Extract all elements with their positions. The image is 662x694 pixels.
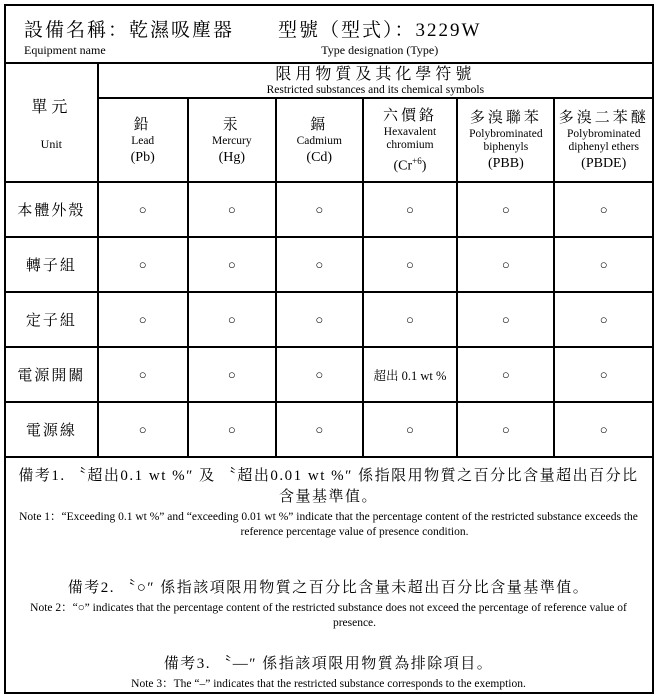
note-2-zh: 備考2. 〝○″ 係指該項限用物質之百分比含量未超出百分比含量基準值。 <box>67 580 590 596</box>
table-row-power-cord <box>5 402 653 457</box>
substance-zh: 多溴聯苯 <box>469 110 542 126</box>
substance-value-cell: ○ <box>554 402 653 457</box>
substance-zh: 多溴二苯醚 <box>558 110 649 126</box>
unit-label: 電源線 <box>5 402 98 457</box>
equipment-name-en: Equipment name <box>24 42 106 57</box>
substance-value-cell: ○ <box>188 237 276 292</box>
substance-value-cell: ○ <box>98 347 188 402</box>
equipment-name-zh: 設備名稱：乾濕吸塵器 <box>24 19 235 41</box>
substance-en: Hexavalent chromium <box>383 125 437 151</box>
table-row-body-shell <box>5 182 653 237</box>
substance-value-cell: ○ <box>554 237 653 292</box>
unit-label: 本體外殼 <box>5 182 98 237</box>
rohs-declaration-sheet <box>4 4 654 690</box>
unit-label: 電源開關 <box>5 347 98 402</box>
substance-value-cell: ○ <box>457 347 554 402</box>
note-2-en: Note 2：“○” indicates that the percentage content of the restricted substance does not exceed the percentage of reference value of presence. <box>30 602 627 629</box>
unit-header-cell <box>5 63 98 182</box>
title-cell <box>5 5 653 63</box>
substance-header-pbb <box>457 98 554 182</box>
note-2 <box>11 578 646 631</box>
substance-value-cell: ○ <box>188 182 276 237</box>
substance-header-cadmium <box>276 98 363 182</box>
type-designation-zh: 型號（型式）：3229W <box>278 19 482 41</box>
table-row-power-switch <box>5 347 653 402</box>
table-row-rotor-set <box>5 237 653 292</box>
type-designation-block <box>278 19 481 57</box>
substance-value-cell: ○ <box>457 402 554 457</box>
substance-value-cell: ○ <box>98 402 188 457</box>
substance-value-exceed-cell: 超出 0.1 wt % <box>363 347 458 402</box>
header-row-restricted <box>5 63 653 98</box>
substance-header-hexavalent-chromium <box>363 98 458 182</box>
substance-value-cell: ○ <box>98 237 188 292</box>
substance-en: Cadmium <box>296 134 342 147</box>
symbol-pre: (Cr <box>393 158 413 174</box>
unit-header-en: Unit <box>40 136 62 151</box>
note-3-en: Note 3：The “–” indicates that the restricted substance corresponds to the exemption. <box>131 678 526 690</box>
header-row-substances <box>5 98 653 182</box>
substance-value-cell: ○ <box>188 292 276 347</box>
restricted-substances-en: Restricted substances and its chemical symbols <box>266 83 485 96</box>
substance-value-cell: ○ <box>554 347 653 402</box>
substance-zh: 汞 <box>222 116 241 133</box>
note-1-zh: 備考1. 〝超出0.1 wt %″ 及 〝超出0.01 wt %″ 係指限用物質之百分比含量超出百分比含量基準值。 <box>18 468 639 505</box>
substance-value-cell: ○ <box>363 402 458 457</box>
substance-zh: 六價鉻 <box>382 107 437 124</box>
substance-symbol: (Cd) <box>306 149 333 165</box>
substance-header-mercury <box>188 98 276 182</box>
substance-symbol: (PBDE) <box>581 156 627 171</box>
substance-en: Polybrominated diphenyl ethers <box>566 128 641 153</box>
substance-value-cell: ○ <box>276 182 363 237</box>
substance-value-cell: ○ <box>363 292 458 347</box>
substance-value-cell: ○ <box>457 182 554 237</box>
notes-cell <box>5 457 653 693</box>
substance-en: Polybrominated biphenyls <box>469 128 543 153</box>
substance-value-cell: ○ <box>98 182 188 237</box>
substance-en: Lead <box>131 134 155 147</box>
substance-value-cell: ○ <box>554 292 653 347</box>
substance-symbol: (Pb) <box>130 149 155 165</box>
note-3-zh: 備考3. 〝—″ 係指該項限用物質為排除項目。 <box>163 656 494 672</box>
unit-label: 轉子組 <box>5 237 98 292</box>
type-designation-en: Type designation (Type) <box>321 42 439 57</box>
substance-value-cell: ○ <box>457 292 554 347</box>
symbol-post: ) <box>421 158 427 174</box>
substance-value-cell: ○ <box>276 237 363 292</box>
substance-value-cell: ○ <box>363 182 458 237</box>
substance-value-cell: ○ <box>98 292 188 347</box>
substance-value-cell: ○ <box>363 237 458 292</box>
substance-header-pbde <box>554 98 653 182</box>
restricted-substances-zh: 限用物質及其化學符號 <box>275 65 476 83</box>
substance-header-lead <box>98 98 188 182</box>
unit-label: 定子組 <box>5 292 98 347</box>
symbol-superscript: +6 <box>412 155 422 166</box>
substance-value-cell: ○ <box>276 292 363 347</box>
substance-symbol: (Hg) <box>218 149 245 165</box>
substance-zh: 鎘 <box>310 116 329 133</box>
note-1 <box>11 466 646 540</box>
substance-value-cell: ○ <box>457 237 554 292</box>
restricted-substances-header-cell <box>98 63 653 98</box>
substance-zh: 鉛 <box>133 116 152 133</box>
substance-en: Mercury <box>211 134 252 147</box>
substance-value-cell: ○ <box>188 347 276 402</box>
substance-value-cell: ○ <box>276 347 363 402</box>
title-row <box>5 5 653 63</box>
notes-row <box>5 457 653 693</box>
substance-symbol <box>364 153 457 175</box>
equipment-name-block <box>24 19 234 57</box>
note-3 <box>11 654 646 692</box>
substance-symbol: (PBB) <box>487 156 524 171</box>
note-1-en: Note 1：“Exceeding 0.1 wt %” and “exceeding 0.01 wt %” indicate that the percentage content of the restricted substance exceeds the reference percentage value of presence condition. <box>19 511 638 538</box>
table-row-stator-set <box>5 292 653 347</box>
unit-header-zh: 單元 <box>31 98 72 116</box>
substance-value-cell: ○ <box>276 402 363 457</box>
substance-value-cell: ○ <box>188 402 276 457</box>
rohs-table <box>4 4 654 694</box>
substance-value-cell: ○ <box>554 182 653 237</box>
